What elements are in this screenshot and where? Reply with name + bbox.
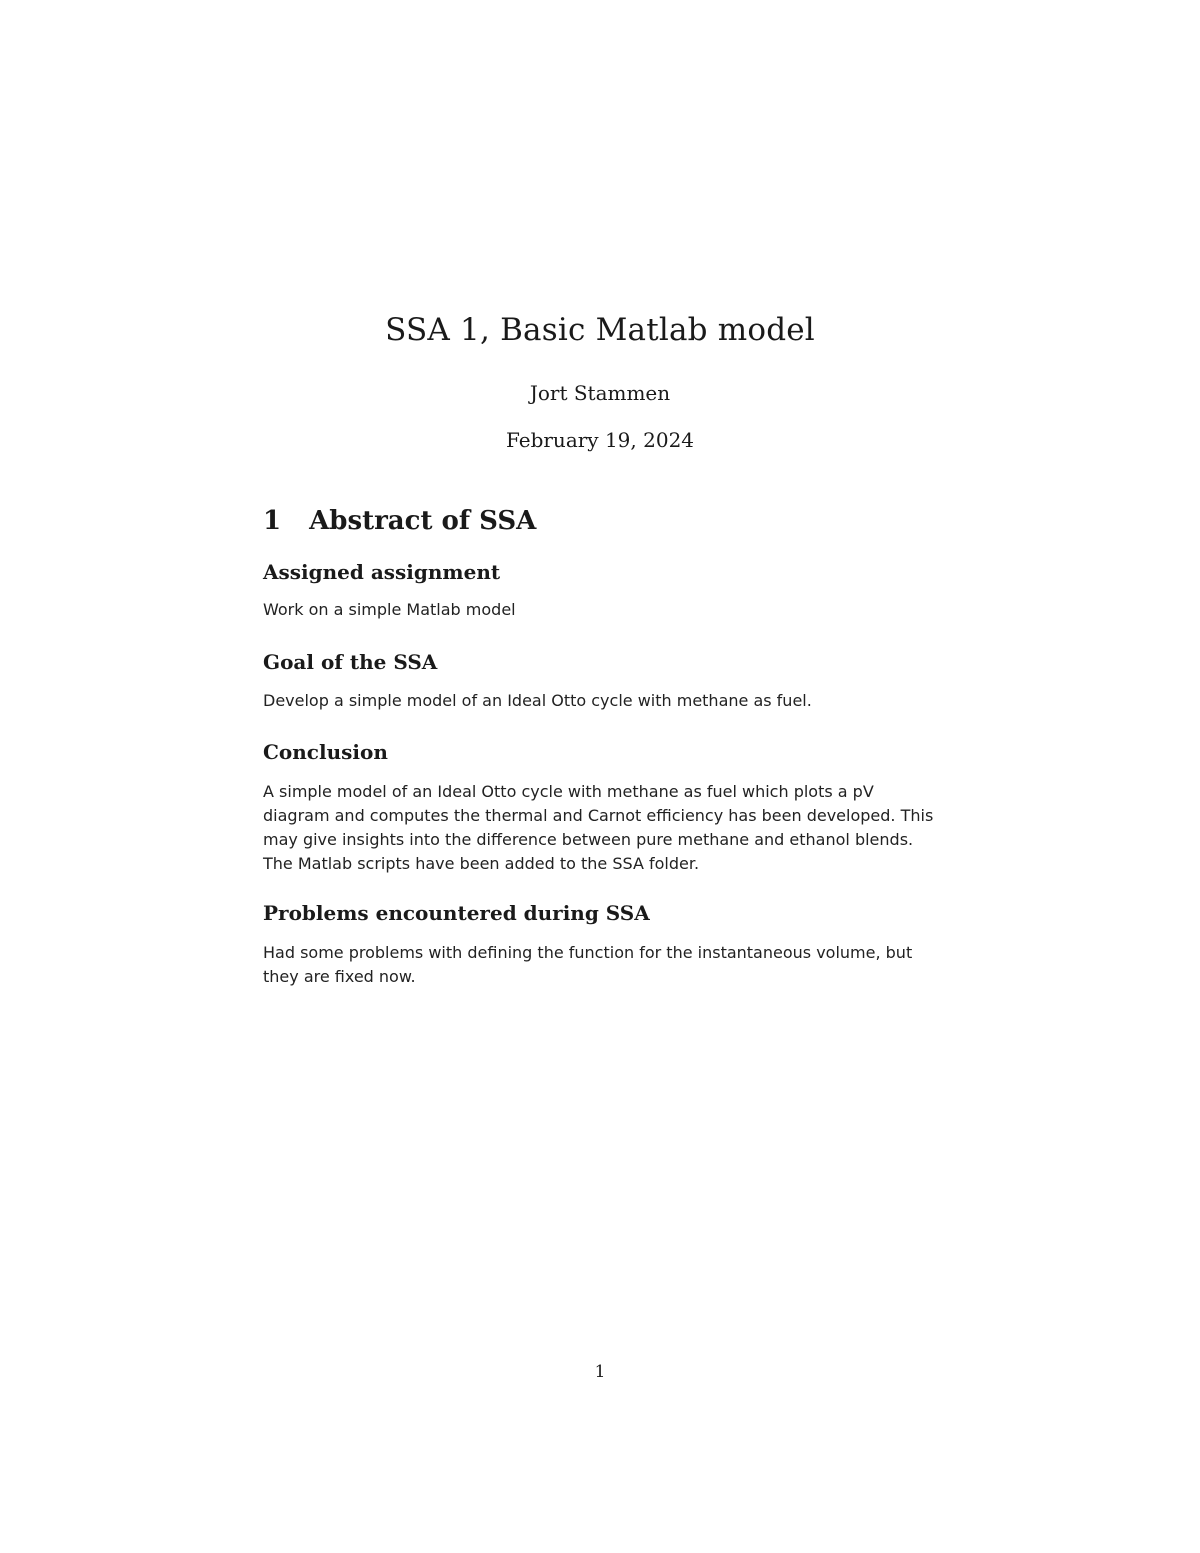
document-title: SSA 1, Basic Matlab model xyxy=(385,312,815,348)
goal-heading: Goal of the SSA xyxy=(263,650,438,674)
section-number: 1 xyxy=(263,506,282,536)
assigned-assignment-text: Work on a simple Matlab model xyxy=(263,600,516,619)
section-title: Abstract of SSA xyxy=(309,506,537,536)
page-number: 1 xyxy=(594,1362,606,1382)
conclusion-heading: Conclusion xyxy=(263,740,388,764)
assigned-assignment-heading: Assigned assignment xyxy=(263,560,501,584)
section-heading xyxy=(263,506,943,536)
document-date: February 19, 2024 xyxy=(505,428,695,452)
problems-text: Had some problems with defining the function for the instantaneous volume, but they are fixed now. xyxy=(263,943,913,986)
document-author: Jort Stammen xyxy=(529,381,671,405)
conclusion-text: A simple model of an Ideal Otto cycle with methane as fuel which plots a pV diagram and computes the thermal and Carnot efficiency has been developed. This may give insights into the difference between pure methane and ethanol blends. The Matlab scripts have been added to the SSA folder. xyxy=(263,782,934,873)
goal-text: Develop a simple model of an Ideal Otto cycle with methane as fuel. xyxy=(263,691,812,710)
problems-heading: Problems encountered during SSA xyxy=(263,901,650,925)
